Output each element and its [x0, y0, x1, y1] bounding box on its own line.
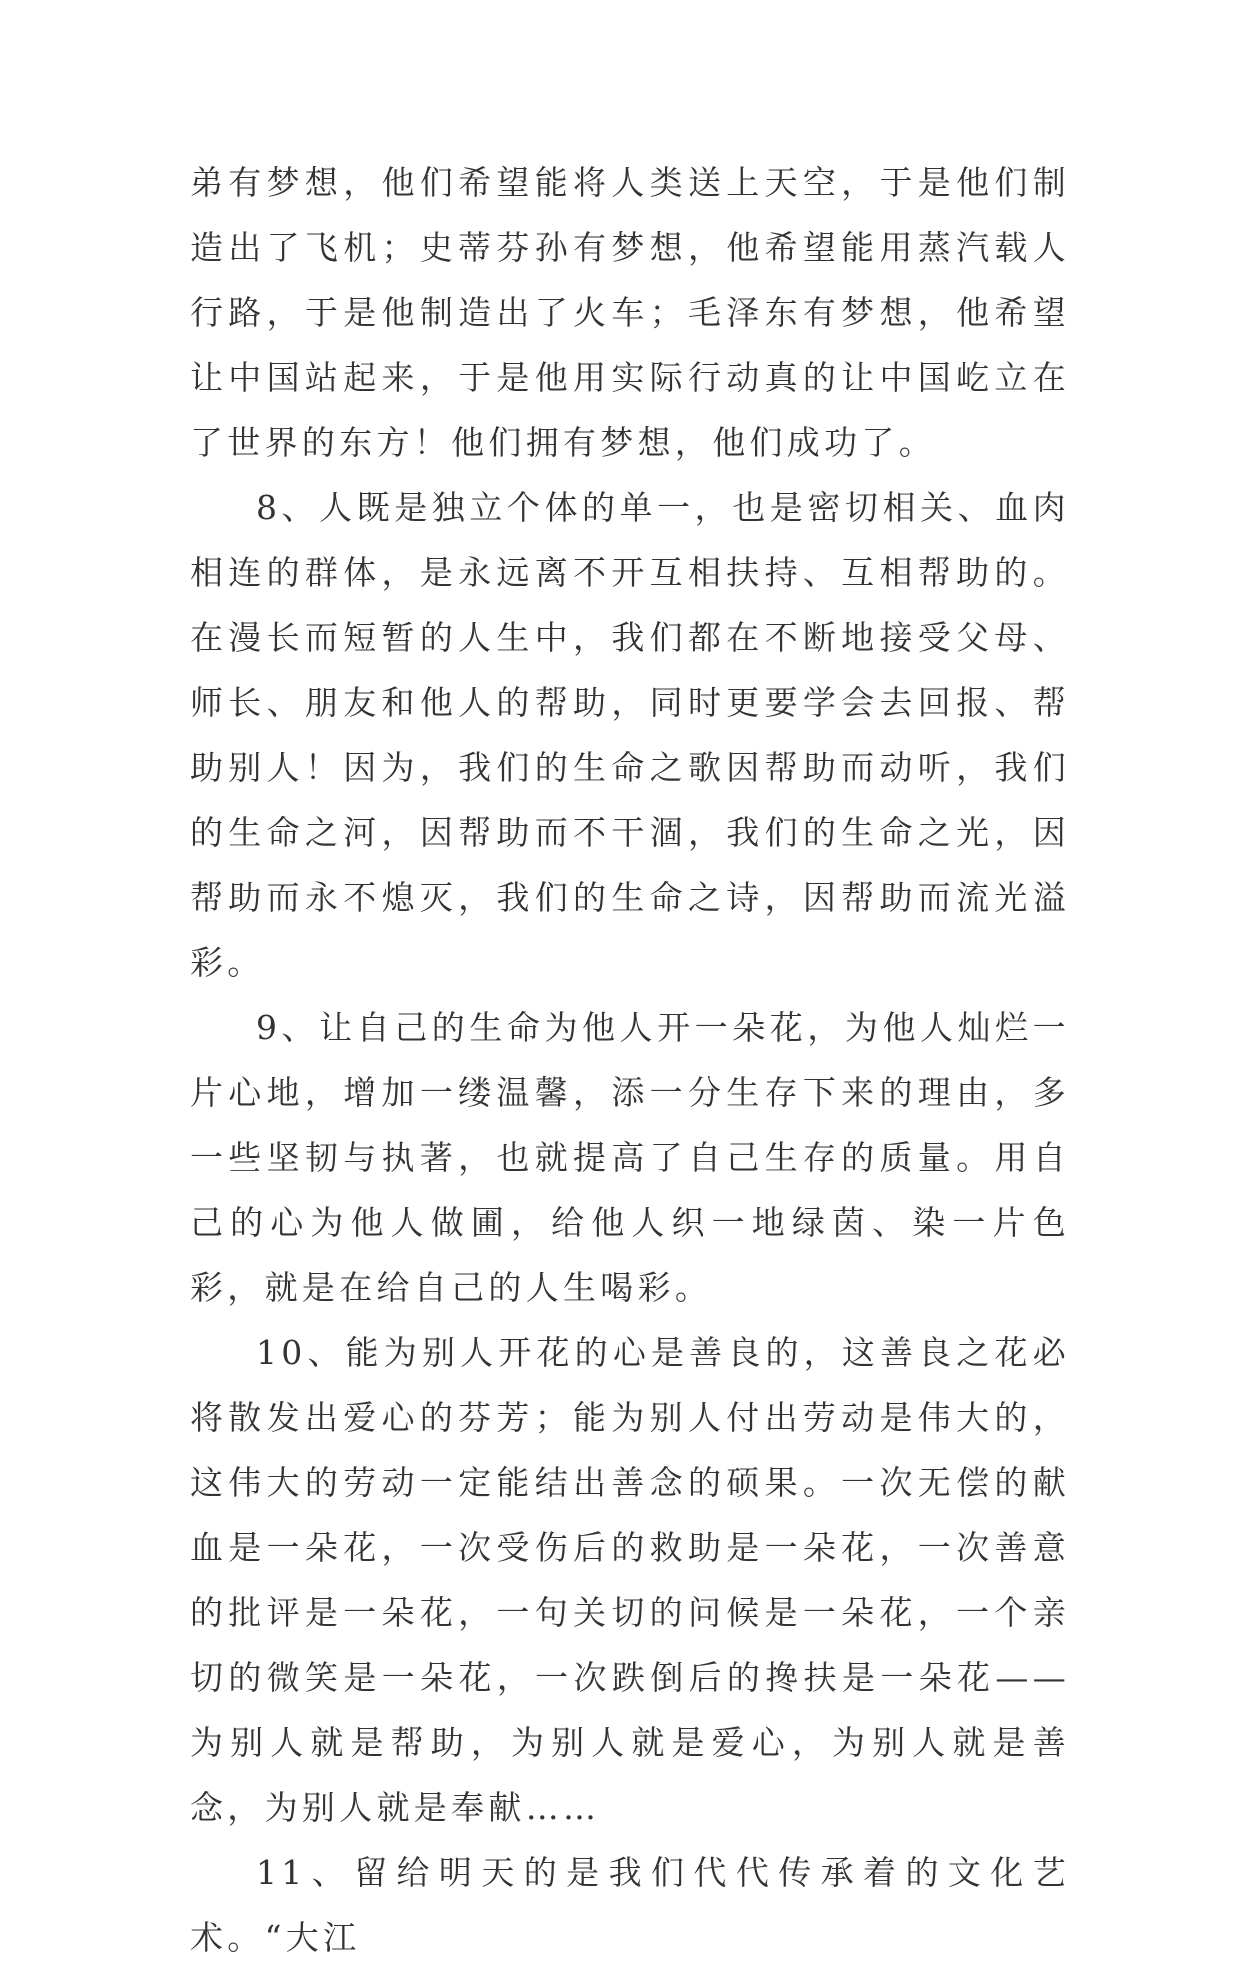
paragraph-10: 10、能为别人开花的心是善良的，这善良之花必将散发出爱心的芬芳；能为别人付出劳动是伟大的，这伟大的劳动一定能结出善念的硕果。一次无偿的献血是一朵花，一次受伤后的救助是一朵花，一次善意的批评是一朵花，一句关切的问候是一朵花，一个亲切的微笑是一朵花，一次跌倒后的搀扶是一朵花——为别人就是帮助，为别人就是爱心，为别人就是善念，为别人就是奉献…… — [190, 1333, 1070, 1827]
paragraph-8: 8、人既是独立个体的单一，也是密切相关、血肉相连的群体，是永远离不开互相扶持、互相帮助的。在漫长而短暂的人生中，我们都在不断地接受父母、师长、朋友和他人的帮助，同时更要学会去回报、帮助别人！因为，我们的生命之歌因帮助而动听，我们的生命之河，因帮助而不干涸，我们的生命之光，因帮助而永不熄灭，我们的生命之诗，因帮助而流光溢彩。 — [190, 488, 1070, 982]
document-body — [190, 150, 1070, 1970]
paragraph-11: 11、留给明天的是我们代代传承着的文化艺术。“大江 — [190, 1853, 1070, 1957]
paragraph-9: 9、让自己的生命为他人开一朵花，为他人灿烂一片心地，增加一缕温馨，添一分生存下来的理由，多一些坚韧与执著，也就提高了自己生存的质量。用自己的心为他人做圃，给他人织一地绿茵、染一片色彩，就是在给自己的人生喝彩。 — [190, 1008, 1070, 1307]
paragraph-continued: 弟有梦想，他们希望能将人类送上天空，于是他们制造出了飞机；史蒂芬孙有梦想，他希望能用蒸汽载人行路，于是他制造出了火车；毛泽东有梦想，他希望让中国站起来，于是他用实际行动真的让中国屹立在了世界的东方！他们拥有梦想，他们成功了。 — [190, 163, 1070, 462]
